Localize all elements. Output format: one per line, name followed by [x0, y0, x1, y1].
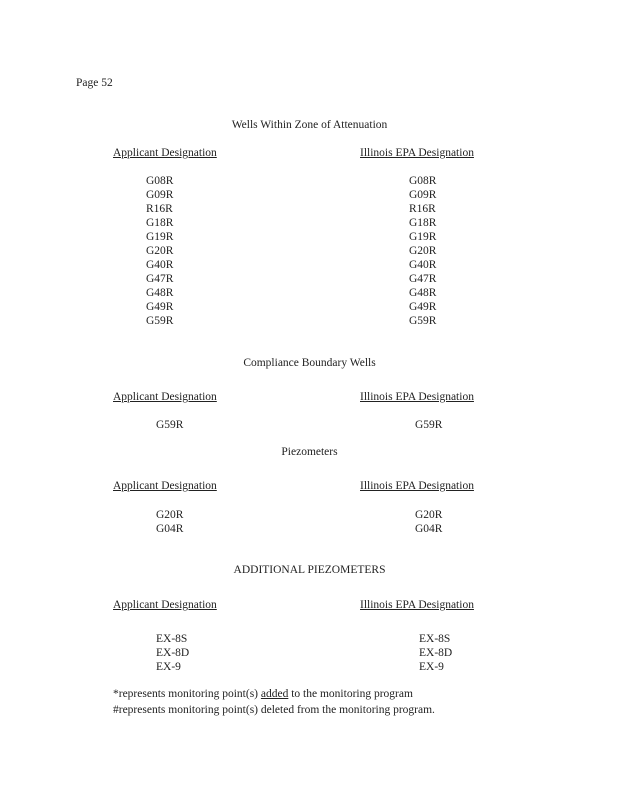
list-item: G48R: [146, 287, 174, 299]
note-added-emphasis: added: [260, 688, 289, 700]
illinois-epa-designation-header: Illinois EPA Designation: [360, 391, 474, 403]
list-item: G47R: [146, 273, 174, 285]
illinois-epa-designation-header: Illinois EPA Designation: [360, 480, 474, 492]
list-item: G59R: [409, 315, 437, 327]
note-added-prefix: *represents monitoring point(s): [113, 688, 261, 700]
applicant-well-list: [156, 632, 189, 674]
list-item: EX-9: [156, 661, 181, 673]
list-item: G59R: [146, 315, 174, 327]
applicant-designation-header: Applicant Designation: [113, 391, 217, 403]
section-title-zone-of-attenuation: Wells Within Zone of Attenuation: [231, 119, 388, 131]
section-title-compliance-boundary: Compliance Boundary Wells: [243, 357, 376, 369]
list-item: G49R: [409, 301, 437, 313]
applicant-designation-header: Applicant Designation: [113, 599, 217, 611]
list-item: G09R: [409, 189, 437, 201]
list-item: EX-9: [419, 661, 444, 673]
illinois-epa-designation-header: Illinois EPA Designation: [360, 147, 474, 159]
note-added-suffix: to the monitoring program: [288, 688, 413, 700]
list-item: G19R: [146, 231, 174, 243]
applicant-well-list: [146, 174, 173, 328]
list-item: G04R: [156, 523, 184, 535]
list-item: G48R: [409, 287, 437, 299]
illinois-epa-well-list: [415, 418, 442, 432]
list-item: R16R: [409, 203, 436, 215]
list-item: G18R: [409, 217, 437, 229]
list-item: EX-8S: [156, 633, 188, 645]
list-item: EX-8D: [156, 647, 190, 659]
illinois-epa-well-list: [419, 632, 452, 674]
section-title-piezometers: Piezometers: [281, 446, 338, 458]
list-item: G59R: [156, 419, 184, 431]
page-number: Page 52: [76, 77, 113, 89]
list-item: G18R: [146, 217, 174, 229]
list-item: G40R: [409, 259, 437, 271]
applicant-well-list: [156, 508, 183, 536]
list-item: G49R: [146, 301, 174, 313]
list-item: G08R: [409, 175, 437, 187]
list-item: G20R: [146, 245, 174, 257]
list-item: G59R: [415, 419, 443, 431]
list-item: G08R: [146, 175, 174, 187]
list-item: G09R: [146, 189, 174, 201]
list-item: G19R: [409, 231, 437, 243]
list-item: G04R: [415, 523, 443, 535]
list-item: G47R: [409, 273, 437, 285]
note-added: [113, 688, 413, 700]
illinois-epa-well-list: [415, 508, 442, 536]
section-title-additional-piezometers: ADDITIONAL PIEZOMETERS: [233, 564, 386, 576]
list-item: G40R: [146, 259, 174, 271]
list-item: EX-8D: [419, 647, 453, 659]
list-item: G20R: [415, 509, 443, 521]
applicant-designation-header: Applicant Designation: [113, 147, 217, 159]
note-deleted: #represents monitoring point(s) deleted from the monitoring program.: [113, 704, 435, 716]
applicant-designation-header: Applicant Designation: [113, 480, 217, 492]
list-item: G20R: [156, 509, 184, 521]
list-item: EX-8S: [419, 633, 451, 645]
list-item: G20R: [409, 245, 437, 257]
list-item: R16R: [146, 203, 173, 215]
illinois-epa-designation-header: Illinois EPA Designation: [360, 599, 474, 611]
illinois-epa-well-list: [409, 174, 436, 328]
applicant-well-list: [156, 418, 183, 432]
